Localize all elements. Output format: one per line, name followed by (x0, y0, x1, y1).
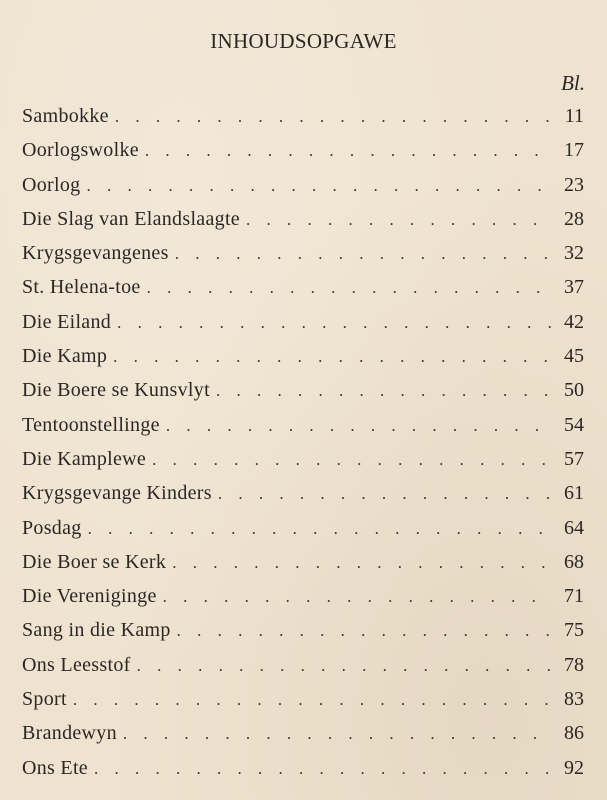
dot-leader (218, 481, 552, 507)
toc-entry-title: Posdag (22, 516, 82, 539)
toc-entry-page-number: 83 (564, 688, 584, 711)
toc-entry (22, 172, 584, 206)
toc-entry-title: Oorlog (22, 173, 81, 196)
dot-leader (172, 550, 552, 576)
toc-entry-title: Oorlogswolke (22, 139, 139, 162)
dot-leader (113, 344, 552, 370)
toc-entry-title: Die Kamplewe (22, 447, 147, 470)
toc-entry (22, 412, 584, 446)
toc-entry-title: Sang in die Kamp (22, 619, 171, 642)
dot-leader (88, 516, 552, 542)
toc-entry (22, 617, 584, 651)
toc-entry (22, 549, 584, 583)
toc-entry (22, 686, 584, 720)
toc-entry-page-number: 64 (564, 516, 584, 539)
toc-entry-title: Die Boere se Kunsvlyt (22, 379, 210, 402)
toc-entry (22, 446, 584, 480)
toc-entry-page-number: 68 (564, 550, 584, 573)
toc-entry (22, 720, 584, 754)
toc-entry-page-number: 37 (564, 276, 584, 299)
dot-leader (175, 241, 552, 267)
toc-entry-page-number: 28 (564, 207, 584, 230)
toc-entry (22, 137, 584, 171)
page-title: INHOUDSOPGAWE (210, 29, 397, 53)
toc-entry (22, 309, 584, 343)
toc-entry-page-number: 11 (564, 105, 584, 127)
toc-entry-title: St. Helena-toe (22, 276, 141, 299)
toc-entry (22, 343, 584, 377)
dot-leader (166, 413, 552, 439)
toc-entry-page-number: 45 (564, 345, 584, 368)
toc-entry-title: Die Eiland (22, 310, 112, 333)
toc-entry-title: Sambokke (22, 105, 109, 127)
dot-leader (152, 447, 552, 473)
toc-entry-title: Die Boer se Kerk (22, 550, 167, 573)
toc-entry (22, 103, 584, 137)
dot-leader (86, 173, 552, 199)
toc-entry-page-number: 42 (564, 310, 584, 333)
toc-entry-title: Krygsgevange Kinders (22, 482, 212, 505)
toc-entry-title: Brandewyn (22, 722, 117, 745)
toc-entry-page-number: 75 (564, 619, 584, 642)
toc-entry (22, 480, 584, 514)
toc-entry (22, 583, 584, 617)
toc-entry (22, 755, 584, 789)
toc-entry-page-number: 92 (564, 756, 584, 779)
toc-entry (22, 515, 584, 549)
toc-entry-title: Krygsgevangenes (22, 242, 169, 265)
toc-entry-page-number: 23 (564, 173, 584, 196)
toc-entry-title: Ons Ete (22, 756, 88, 779)
toc-entry-page-number: 86 (564, 722, 584, 745)
toc-entry (22, 240, 584, 274)
dot-leader (117, 310, 552, 336)
dot-leader (115, 104, 552, 130)
toc-entry-page-number: 57 (564, 447, 584, 470)
dot-leader (163, 584, 552, 610)
toc-entry-page-number: 54 (564, 413, 584, 436)
dot-leader (137, 653, 552, 679)
toc-entry (22, 652, 584, 686)
page-column-label: Bl. (561, 71, 585, 95)
toc-entry-page-number: 32 (564, 242, 584, 265)
dot-leader (123, 721, 552, 747)
toc-entry-page-number: 61 (564, 482, 584, 505)
dot-leader (177, 618, 552, 644)
toc-entry-page-number: 78 (564, 653, 584, 676)
toc-entry-title: Die Vereniginge (22, 585, 157, 608)
toc-entry-title: Die Kamp (22, 345, 108, 368)
toc-entry-page-number: 71 (564, 585, 584, 608)
toc-entry (22, 274, 584, 308)
dot-leader (94, 756, 552, 782)
dot-leader (147, 275, 552, 301)
toc-entry (22, 377, 584, 411)
toc-entry-title: Sport (22, 688, 67, 711)
dot-leader (246, 207, 552, 233)
toc-entry-page-number: 50 (564, 379, 584, 402)
table-of-contents (22, 103, 584, 789)
toc-entry-title: Die Slag van Elandslaagte (22, 207, 240, 230)
dot-leader (73, 687, 552, 713)
dot-leader (216, 378, 552, 404)
toc-entry-page-number: 17 (564, 139, 584, 162)
toc-entry-title: Ons Leesstof (22, 653, 131, 676)
dot-leader (145, 138, 552, 164)
toc-entry (22, 206, 584, 240)
toc-entry-title: Tentoonstellinge (22, 413, 160, 436)
